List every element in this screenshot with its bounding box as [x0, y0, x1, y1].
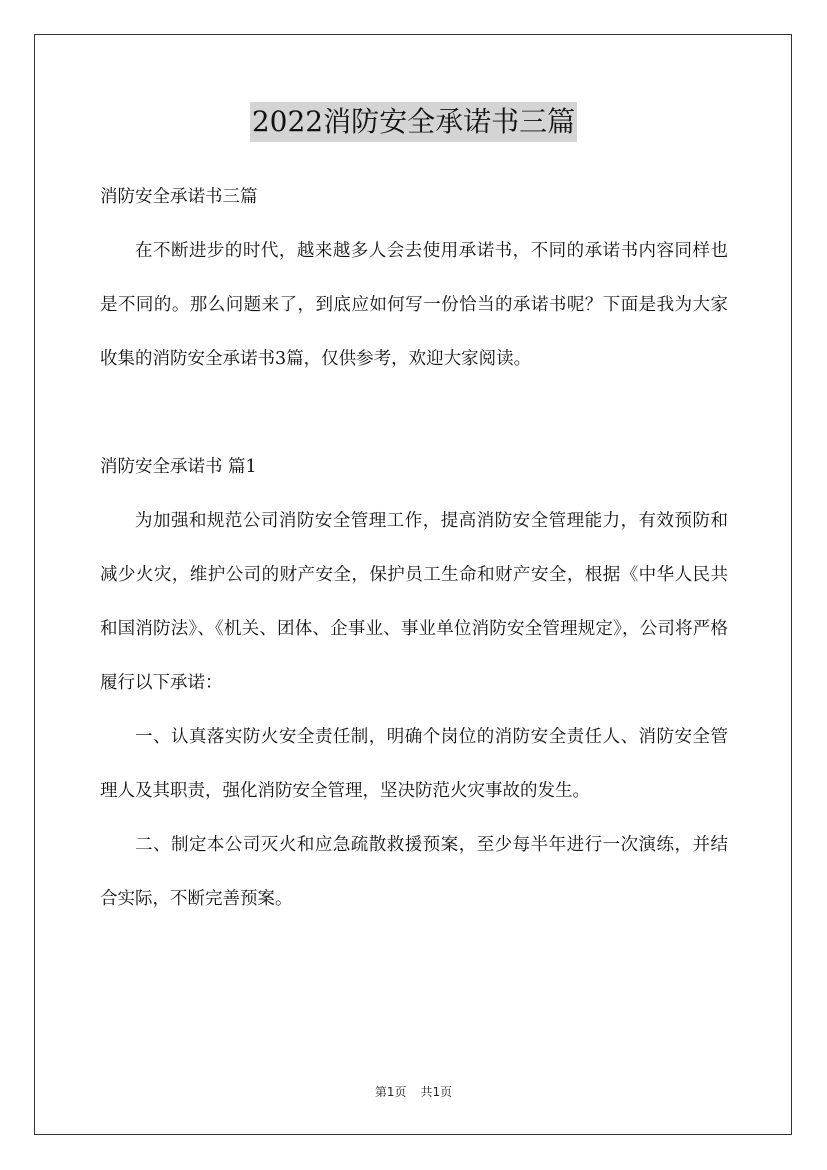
body-paragraph: 一、认真落实防火安全责任制，明确个岗位的消防安全责任人、消防安全管理人及其职责，强化消防安全管理，坚决防范火灾事故的发生。 [100, 727, 728, 801]
page-footer [0, 1084, 827, 1100]
section-spacer [100, 386, 728, 440]
document-subtitle: 消防安全承诺书三篇 [100, 187, 258, 207]
body-paragraph: 为加强和规范公司消防安全管理工作，提高消防安全管理能力，有效预防和减少火灾，维护公司的财产安全，保护员工生命和财产安全，根据《中华人民共和国消防法》、《机关、团体、企事业、事业单位消防安全管理规定》，公司将严格履行以下承诺： [100, 511, 728, 693]
body-paragraph: 二、制定本公司灭火和应急疏散救援预案，至少每半年进行一次演练，并结合实际，不断完善预案。 [100, 835, 728, 909]
intro-paragraph: 在不断进步的时代，越来越多人会去使用承诺书，不同的承诺书内容同样也是不同的。那么问题来了，到底应如何写一份恰当的承诺书呢？下面是我为大家收集的消防安全承诺书3篇，仅供参考，欢迎大家阅读。 [100, 241, 728, 369]
title-area [0, 102, 827, 142]
document-body [100, 170, 728, 926]
section-heading: 消防安全承诺书 篇1 [100, 457, 257, 477]
page-number: 第1页 [374, 1085, 407, 1099]
document-title: 2022消防安全承诺书三篇 [250, 102, 577, 142]
page-total: 共1页 [420, 1085, 453, 1099]
